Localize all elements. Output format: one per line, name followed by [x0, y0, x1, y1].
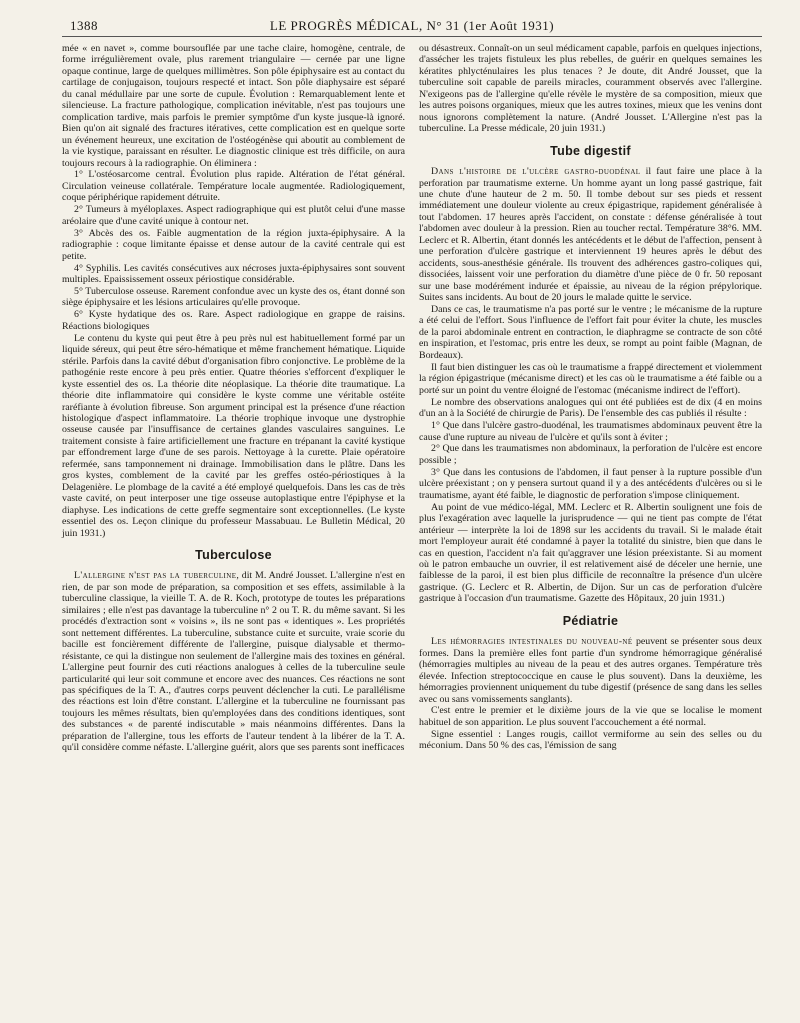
- section-heading-tube-digestif: Tube digestif: [550, 143, 631, 158]
- paragraph: Signe essentiel : Langes rougis, caillot vermiforme au sein des selles ou du méconium. Dans 50 % des cas, l'émission de sang: [419, 728, 762, 752]
- lead-phrase: L'allergine n'est pas la tuberculine: [74, 570, 237, 582]
- list-item: 2° Que dans les traumatismes non abdominaux, la perforation de l'ulcère est encore possible ;: [419, 443, 762, 466]
- section-heading-pediatrie: Pédiatrie: [562, 613, 619, 628]
- paragraph: [62, 570, 405, 753]
- list-item: 1° Que dans l'ulcère gastro-duodénal, les traumatismes abdominaux peuvent être la cause d'une rupture au niveau de l'ulcère et qu'ils sont à éviter ;: [419, 420, 762, 443]
- paragraph-body: , dit M. André Jousset. L'allergine n'est en rien, de par son mode de préparation, sa composition et ses effets, assimilable à la tuberculine classique, la vieille T. A. de R. Koch, prototype de toutes les préparations similaires ; elle n'est pas davantage la tuberculine n° 2 ou T. R. du même savant. Si les procédés d'extraction sont « voisins », ils ne sont pas « identiques ». Les propriétés sont nettement différentes. La tuberculine, substance cuite et surcuite, vraie scorie du bacille est foncièrement différente de l'allergine, puisque dialysable et thermo-résistante, ce qui la distingue non seulement de l'allergine mais des toxines en général. L'allergine peut fournir des cuti réactions analogues à celles de la tuberculine seule particularité qui leur soit commune et encore avec des nuances. Ces réactions ne sont pas spécifiques de la T. A., d'autres corps peuvent déclencher la cuti. Le parallélisme des réactions est loin d'être constant. L'allergine et la tuberculine ne fournissant pas toujours les mêmes résultats, bien qu'employées dans des conditions identiques, sont des substances « de parenté indiscutable » mais néanmoins différentes. Dans la préparation de l'allergine, tous les efforts de l'auteur tendent à la libérer de la T. A. qu'il considère comme néfaste. L'allergine guérit, alors que ses parents sont inefficaces: [62, 570, 405, 754]
- paragraph: Dans ce cas, le traumatisme n'a pas porté sur le ventre ; le mécanisme de la rupture a été celui de l'effort. Sous l'influence de l'effort fait pour éviter la chute, les muscles de la paroi abdominale entrent en contraction, le diaphragme se contracte de son côté en inspiration, et l'estomac, pris entre les deux, se rompt au point faible (Magnan, de Bordeaux).: [419, 304, 762, 361]
- paragraph-body: il faut faire une place à la perforation par traumatisme externe. Un homme ayant un long passé gastrique, fait une chute d'une hauteur de 2 m. 50. Il tombe debout sur ses pieds et ressent immédiatement une douleur violente au creux épigastrique, rapidement généralisée à tout l'abdomen. 17 heures après l'accident, on constate : défense généralisée à tout l'abdomen avec douleur à la pression. Rien au toucher rectal. Température 38°6. MM. Leclerc et R. Albertin, étant donnés les antécédents et le début de l'affection, pensent à une perforation d'ulcère gastrique et interviennent 19 heures après le début des accidents, sous-anesthésie générale. Ils trouvent des adhérences gastro-coliques qui, dissociées, laissent voir une perforation du diamètre d'une pièce de 0 fr. 50 reposant sur une base modérément indurée et épaissie, au niveau de la région prépylorique. Suites sans incidents. Au bout de 20 jours le malade quitte le service.: [419, 166, 762, 304]
- list-item: 1° L'ostéosarcome central. Évolution plus rapide. Altération de l'état général. Circulation veineuse collatérale. Température locale augmentée. Radiologiquement, coque périphérique rapidement détruite.: [62, 169, 405, 204]
- page-number: 1388: [70, 18, 98, 33]
- paragraph: Le nombre des observations analogues qui ont été publiées est de dix (4 en moins d'un an à la Société de chirurgie de Paris). De l'ensemble des cas publiés il résulte :: [419, 396, 762, 420]
- running-title: LE PROGRÈS MÉDICAL, N° 31 (1er Août 1931): [269, 18, 555, 33]
- right-column: [419, 43, 762, 754]
- paragraph: C'est entre le premier et le dixième jours de la vie que se localise le moment habituel de son apparition. Le plus souvent l'accouchement a été normal.: [419, 705, 762, 728]
- paragraph: Au point de vue médico-légal, MM. Leclerc et R. Albertin soulignent une fois de plus l'exagération avec laquelle la jurisprudence — qui ne tient pas compte de l'état antérieur — interprète la loi de 1898 sur les accidents du travail. Si le malade était mort l'employeur aurait été condamné à payer la totalité du sinistre, bien que dans le cas en question, l'accident n'a fait qu'aggraver une lésion préexistante. Si au moment où le patron embauche un ouvrier, il est relativement aisé de déceler une hernie, une faiblesse de la paroi, il est bien plus difficile de reconnaître la présence d'un ulcère gastrique. (G. Leclerc et R. Albertin, de Dijon. Sur un cas de perforation d'ulcère gastrique à l'occasion d'un traumatisme. Gazette des Hôpitaux, 20 juin 1931.): [419, 501, 762, 605]
- list-item: 3° Que dans les contusions de l'abdomen, il faut penser à la rupture possible d'un ulcère préexistant ; on y pensera surtout quand il y a des antécédents d'ulcères ou si le traumatisme, ayant été faible, le diagnostic de perforation s'impose cliniquement.: [419, 466, 762, 501]
- paragraph: ou désastreux. Connaît-on un seul médicament capable, parfois en quelques injections, d'assécher les trajets fistuleux les plus rebelles, de guérir en quelques semaines les kératites phlycténulaires les plus tenaces ? Je doute, dit André Jousset, que la tuberculine soit capable de pareils miracles, couramment observés avec l'allergine. N'exigeons pas de l'allergine qu'elle révèle le mystère de sa composition, mieux que les autres poisons organiques, mieux que les autres toxines, mieux que les venins dont nous ignorons complètement la nature. (André Jousset. L'Allergine n'est pas la tuberculine. La Presse médicale, 20 juin 1931.): [419, 43, 762, 135]
- left-column: [62, 43, 405, 754]
- paragraph: [419, 636, 762, 705]
- list-item: 2° Tumeurs à myéloplaxes. Aspect radiographique qui est plutôt celui d'une masse aréolaire que d'une cavité unique à contour net.: [62, 204, 405, 227]
- list-item: 3° Abcès des os. Faible augmentation de la région juxta-épiphysaire. A la radiographie : coque limitante épaisse et dense autour de la cavité centrale qui est petite.: [62, 227, 405, 262]
- lead-phrase: Dans l'histoire de l'ulcère gastro-duodénal: [431, 166, 641, 178]
- list-item: 4° Syphilis. Les cavités consécutives aux nécroses juxta-épiphysaires sont souvent multiples. Epaississement osseux périostique considérable.: [62, 262, 405, 286]
- list-item: 5° Tuberculose osseuse. Rarement confondue avec un kyste des os, étant donné son siège épiphysaire et les lésions articulaires qu'elle provoque.: [62, 286, 405, 309]
- paragraph: Il faut bien distinguer les cas où le traumatisme a frappé directement et violemment la région épigastrique (mécanisme direct) et les cas où le traumatisme a été faible ou a porté sur un point du ventre éloigné de l'estomac (mécanisme indirect de l'effort).: [419, 361, 762, 396]
- section-heading-tuberculose: Tuberculose: [195, 547, 272, 562]
- paragraph: [419, 166, 762, 303]
- paragraph: mée « en navet », comme boursouflée par une tache claire, homogène, centrale, de forme irrégulièrement ovale, plus rarement triangulaire — cernée par une ligne opaque continue, large de quelques millimètres. Son pôle épiphysaire est au contact du cartilage de conjugaison, toujours respecté et intact. Son pôle diaphysaire est séparé du canal médullaire par une sorte de cupule. Évolution : Remarquablement lente et silencieuse. La fracture pathologique, complication inévitable, n'est pas toujours une complication tardive, mais parfois le premier symptôme d'un kyste jusque-là ignoré. Bien qu'on ait signalé des fractures itératives, cette complication est en quelque sorte un événement heureux, une excitation de l'ostéogénèse qui aboutit au comblement de la vie kystique, paraissant en résulter. Le diagnostic clinique est très difficile, on aura toujours recours à la radiographie. On éliminera :: [62, 43, 405, 169]
- running-header: [62, 14, 762, 37]
- lead-phrase: Les hémorragies intestinales du nouveau-né: [431, 636, 633, 648]
- paragraph-body: peuvent se présenter sous deux formes. Dans la première elles font partie d'un syndrome hémorragique généralisé (hémorragies multiples au niveau de la peau et des autres organes. Température très élevée. Infection streptococcique en cause le plus souvent). Dans la deuxième, les hémorragies proviennent uniquement du tube digestif (présence de sang dans les selles avec ou sans vomissements sanglants).: [419, 636, 763, 705]
- paragraph: Le contenu du kyste qui peut être à peu près nul est habituellement formé par un liquide séreux, qui peut être séro-hématique et même franchement hématique. Liquide stérile. Parfois dans la cavité début d'organisation fibro conjonctive. Le problème de la pathogénie reste encore à peu près entier. Quatre théories s'efforcent d'expliquer le kyste essentiel des os. La théorie dite néoplasique. La théorie dite traumatique. La théorie dite inflammatoire qui considère le kyste comme une véritable ostéite raréfiante à évolution fibreuse. Son argument principal est la présence d'une réaction histologique d'aspect inflammatoire. La théorie trophique invoque une dystrophie osseuse causée par l'insuffisance de certaines glandes vasculaires sanguines. Le traitement consiste à faire artificiellement une fracture en trépanant la cavité kystique par effondrement large d'une de ses parois. Nettoyage à la curette. Plaie opératoire refermée, sans tamponnement ni drainage. Immobilisation dans le plâtre. Dans les gros kystes, comblement de la cavité par les greffes ostéo-périostiques à la Delagenière. Le plombage de la cavité a été employé quelquefois. Dans les cas de très vaste cavité, on peut interposer une tige osseuse autoplastique entre l'épiphyse et la diaphyse. Les indications de cette greffe segmentaire sont exceptionnelles. (Le kyste essentiel des os. Leçon clinique du professeur Massabuau. Le Bulletin Médical, 20 juin 1931.): [62, 332, 405, 539]
- list-item: 6° Kyste hydatique des os. Rare. Aspect radiologique en grappe de raisins. Réactions biologiques: [62, 309, 405, 332]
